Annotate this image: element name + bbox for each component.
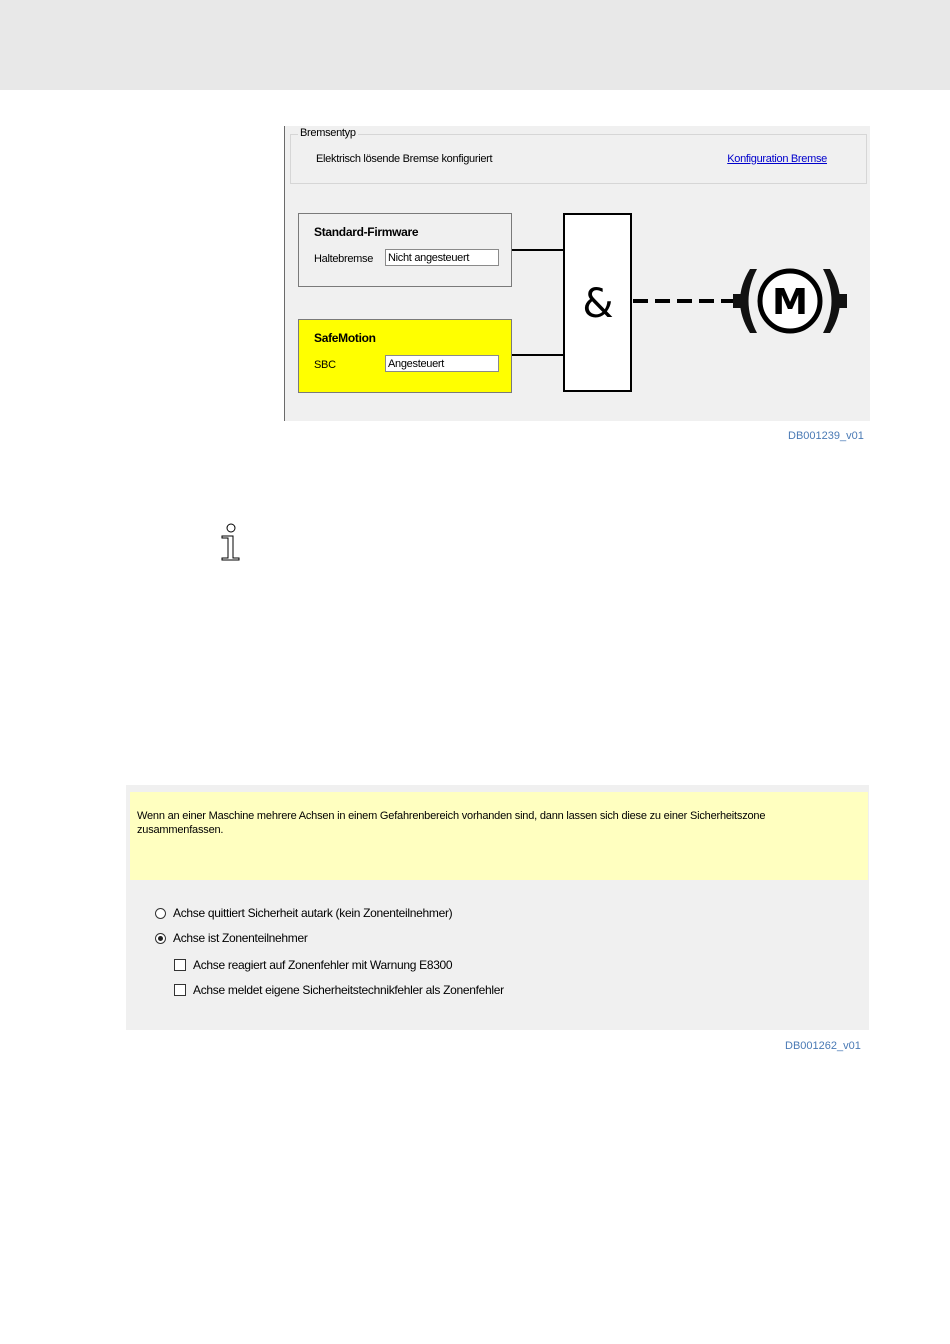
safemotion-box xyxy=(298,319,512,393)
safety-zone-panel xyxy=(126,785,869,1030)
radio-zone-option[interactable] xyxy=(155,931,308,945)
brake-status-text: Elektrisch lösende Bremse konfiguriert xyxy=(316,153,493,165)
sbc-value: Angesteuert xyxy=(385,355,499,372)
brake-config-panel xyxy=(284,126,870,421)
check-warning-option[interactable] xyxy=(174,958,452,972)
and-gate-symbol: & xyxy=(582,281,614,327)
zone-note-text: Wenn an einer Maschine mehrere Achsen in einem Gefahrenbereich vorhanden sind, dann lassen sich diese zu einer Sicherheitszone zusammenfassen. xyxy=(137,810,766,836)
radio-zone-member[interactable] xyxy=(155,933,166,944)
check-report-option[interactable] xyxy=(174,983,504,997)
figure2-caption: DB001262_v01 xyxy=(785,1040,861,1052)
check-warning-label: Achse reagiert auf Zonenfehler mit Warnung E8300 xyxy=(193,958,453,972)
radio-zone-label: Achse ist Zonenteilnehmer xyxy=(173,931,308,945)
radio-autark-label: Achse quittiert Sicherheit autark (kein Zonenteilnehmer) xyxy=(173,906,453,920)
standard-firmware-box xyxy=(298,213,512,287)
standard-firmware-title: Standard-Firmware xyxy=(314,225,419,239)
radio-autark-option[interactable] xyxy=(155,906,452,920)
holding-brake-value: Nicht angesteuert xyxy=(385,249,499,266)
motor-icon xyxy=(733,269,847,333)
figure1-caption: DB001239_v01 xyxy=(788,430,864,442)
safemotion-title: SafeMotion xyxy=(314,331,376,345)
header-band xyxy=(0,0,950,90)
check-report-box[interactable] xyxy=(174,984,186,996)
motor-letter: M xyxy=(772,282,808,323)
sbc-label: SBC xyxy=(314,359,336,371)
check-warning-box[interactable] xyxy=(174,959,186,971)
group-title: Bremsentyp xyxy=(300,127,356,139)
zone-note-box xyxy=(130,792,868,880)
brake-config-link[interactable]: Konfiguration Bremse xyxy=(727,153,827,165)
check-report-label: Achse meldet eigene Sicherheitstechnikfehler als Zonenfehler xyxy=(193,983,504,997)
holding-brake-label: Haltebremse xyxy=(314,253,374,265)
info-icon xyxy=(219,522,243,562)
radio-autark[interactable] xyxy=(155,908,166,919)
